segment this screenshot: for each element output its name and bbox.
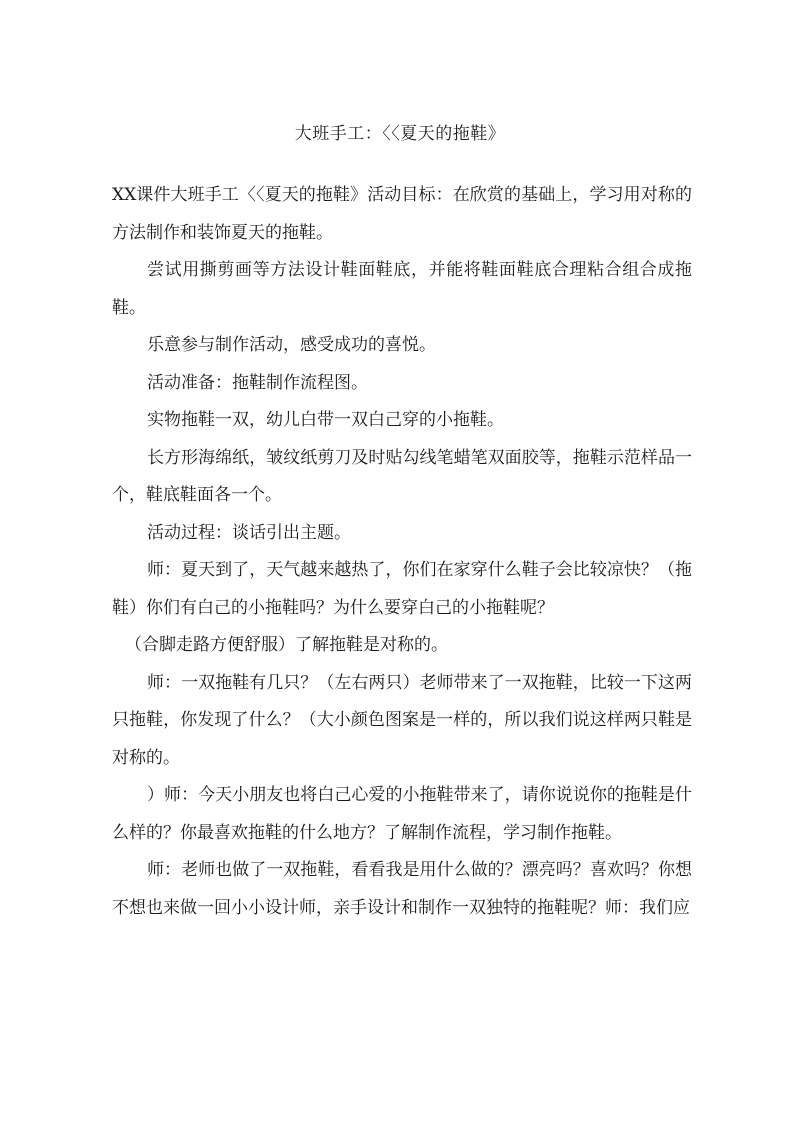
paragraph-objectives: XX课件大班手工〈〈夏天的拖鞋》活动目标：在欣赏的基础上，学习用对称的方法制作和装饰夏天的拖鞋。: [112, 185, 692, 243]
paragraph-symmetry: （合脚走路方便舒服）了解拖鞋是对称的。: [125, 635, 448, 655]
paragraph-enjoyment-goal: 乐意参与制作活动，感受成功的喜悦。: [147, 335, 436, 355]
paragraph-design-goal: 尝试用撕剪画等方法设计鞋面鞋底，并能将鞋面鞋底合理粘合组合成拖鞋。: [112, 260, 692, 318]
paragraph-teacher-pair: 师：一双拖鞋有几只？（左右两只）老师带来了一双拖鞋，比较一下这两只拖鞋，你发现了什么？（大小颜色图案是一样的，所以我们说这样两只鞋是对称的。: [112, 672, 692, 768]
document-body: [112, 177, 692, 927]
paragraph-teacher-design: 师：老师也做了一双拖鞋，看看我是用什么做的？漂亮吗？喜欢吗？你想不想也来做一回小小设计师，亲手设计和制作一双独特的拖鞋呢？师：我们应: [112, 860, 692, 918]
paragraph-materials: 长方形海绵纸，皱纹纸剪刀及时贴勾线笔蜡笔双面胶等，拖鞋示范样品一个，鞋底鞋面各一个。: [112, 447, 692, 505]
paragraph-teacher-summer: 师：夏天到了，天气越来越热了，你们在家穿什么鞋子会比较凉快？（拖鞋）你们有白己的小拖鞋吗？为什么要穿白己的小拖鞋呢？: [112, 560, 692, 618]
paragraph-teacher-own-slippers: ）师：今天小朋友也将白己心爱的小拖鞋带来了，请你说说你的拖鞋是什么样的？你最喜欢拖鞋的什么地方？了解制作流程，学习制作拖鞋。: [112, 785, 692, 843]
paragraph-process: 活动过程：谈话引出主题。: [147, 522, 351, 543]
paragraph-preparation: 活动准备：拖鞋制作流程图。: [147, 372, 368, 393]
paragraph-real-slippers: 实物拖鞋一双，幼儿白带一双白己穿的小拖鞋。: [147, 410, 504, 430]
document-title: 大班手工：〈〈夏天的拖鞋》: [294, 124, 506, 144]
